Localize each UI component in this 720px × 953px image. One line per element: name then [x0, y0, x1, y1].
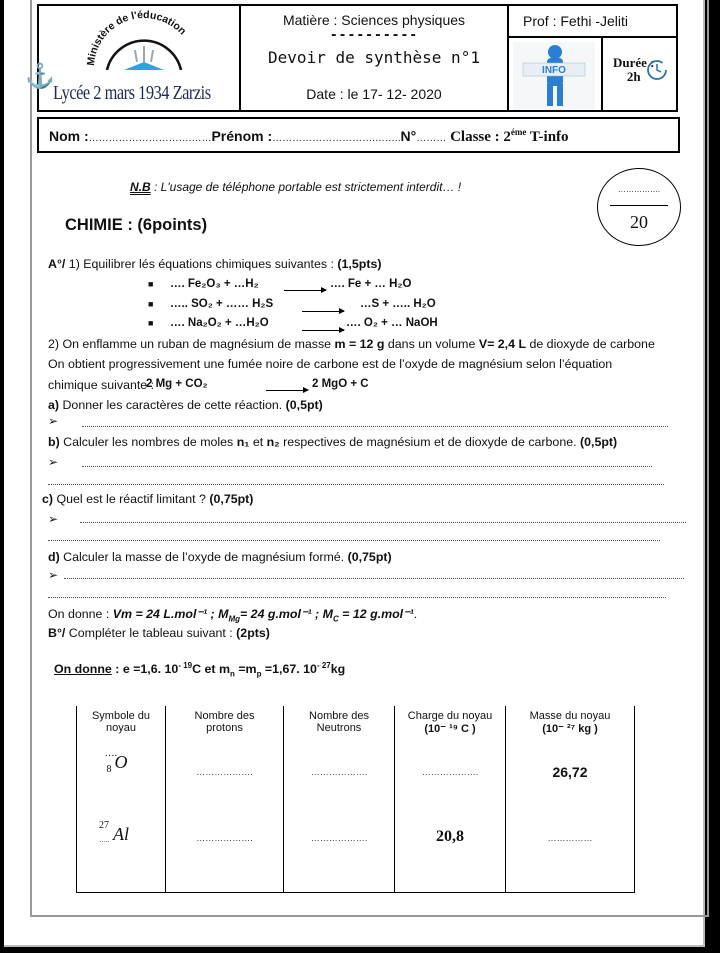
reaction-right: 2 MgO + C: [312, 378, 369, 390]
bullet-icon: ■: [148, 279, 154, 289]
header-symbol: Symbole du noyau: [77, 706, 166, 750]
number-field[interactable]: ………: [416, 133, 447, 144]
arrow-icon: [266, 390, 308, 391]
teacher-box: [507, 4, 678, 38]
ministry-name: Ministère de l'éducation: [84, 10, 189, 67]
duration-value: 2h: [626, 69, 641, 84]
answer-line[interactable]: [80, 522, 686, 523]
subject: Matière : Sciences physiques: [282, 12, 466, 28]
protons-cell[interactable]: ……………….: [166, 750, 284, 818]
score-blank[interactable]: …………….: [617, 185, 661, 194]
answer-line[interactable]: [48, 540, 660, 541]
score-divider: [610, 205, 668, 206]
answer-line[interactable]: [64, 578, 684, 579]
protons-cell[interactable]: ……………….: [166, 818, 284, 893]
question-b: b) Calculer les nombres de moles n₁ et n₂ respectives de magnésium et de dioxyde de carbone. (0,5pt): [48, 435, 618, 449]
header-mass: Masse du noyau (10⁻ ²⁷ kg ): [506, 706, 635, 750]
neutrons-cell[interactable]: ……………….: [284, 750, 395, 818]
equation-2-right: …S + ….. H₂O: [360, 298, 436, 310]
question-a2-line3: chimique suivante :: [48, 378, 155, 392]
score-circle: [597, 168, 681, 246]
mass-cell: 26,72: [506, 750, 635, 818]
info-figure-icon: [513, 42, 595, 110]
teacher-name: Prof : Fethi -Jeliti: [523, 13, 629, 29]
info-duration-box: [507, 36, 678, 112]
question-a2-line2: On obtient progressivement une fumée noire de carbone est de l’oxyde de magnésium selon l’équation: [48, 357, 613, 371]
answer-line[interactable]: [82, 466, 652, 467]
question-b-table: B°/ Compléter le tableau suivant : (2pts): [48, 626, 270, 640]
answer-line[interactable]: [82, 426, 668, 427]
notice-text: : L'usage de téléphone portable est strictement interdit… !: [150, 180, 462, 194]
firstname-field[interactable]: ………………………….……..: [272, 133, 401, 144]
nucleus-table: [76, 706, 635, 893]
ministry-logo-icon: [79, 10, 209, 70]
bullet-icon: ■: [148, 318, 154, 328]
class-label: Classe : $2^{éme}$ T-info: [450, 127, 569, 145]
given-b: On donne : e =1,6. $10^{- 19}C$ et $m_n =m_p =1,67$. $10^{- 27}kg$: [54, 661, 346, 679]
question-a1: A°/ 1) Equilibrer lés équations chimiques suivantes : (1,5pts): [48, 257, 382, 271]
exam-header: [25, 4, 680, 116]
question-a: a) Donner les caractères de cette réaction. (0,5pt): [48, 398, 323, 412]
exam-date: Date : le 17- 12- 2020: [306, 86, 442, 102]
exam-info-box: [239, 4, 509, 112]
answer-marker-icon: ➢: [48, 512, 59, 526]
school-logo-box: [25, 4, 241, 112]
info-divider: [601, 38, 603, 110]
school-name: Lycée 2 mars 1934 Zarzis: [53, 82, 211, 104]
charge-cell: 20,8: [395, 818, 506, 893]
question-d: d) Calculer la masse de l’oxyde de magnésium formé. (0,75pt): [48, 550, 392, 564]
table-row: [77, 750, 635, 818]
student-info-row: [49, 127, 569, 146]
answer-line[interactable]: [48, 484, 664, 485]
bullet-icon: ■: [148, 299, 154, 309]
anchor-icon: ⚓: [25, 63, 55, 90]
nucleus-symbol-aluminium: 27 ….. Al: [99, 820, 129, 844]
header-charge: Charge du noyau (10⁻ ¹⁹ C ): [395, 706, 506, 750]
nucleus-symbol-oxygen: …. 8 O: [104, 748, 128, 775]
info-sign-text: INFO: [542, 65, 566, 76]
notice-label: N.B: [130, 180, 151, 194]
section-title: CHIMIE : (6points): [65, 216, 208, 234]
arrow-icon: [284, 290, 326, 291]
given-constants: On donne : Vm = 24 L.mol⁻¹ ; $M_{Mg}= 24$ g.mol⁻¹ ; $M_C = 12$ g.mol⁻¹.: [48, 607, 418, 624]
table-header-row: [77, 706, 635, 750]
student-info-box: [37, 117, 680, 153]
header-neutrons: Nombre des Neutrons: [284, 706, 395, 750]
question-a2-line1: 2) On enflamme un ruban de magnésium de masse m = 12 g dans un volume V= 2,4 L de dioxyde de carbone: [48, 337, 655, 351]
header-protons: Nombre des protons: [166, 706, 284, 750]
symbol-cell: [77, 750, 166, 818]
mass-cell[interactable]: ……………: [506, 818, 635, 893]
answer-marker-icon: ➢: [48, 568, 59, 582]
arrow-icon: [302, 311, 344, 312]
equation-1-right: …. Fe + … H₂O: [330, 278, 412, 290]
clock-icon: [645, 58, 669, 82]
answer-marker-icon: ➢: [48, 455, 59, 469]
neutrons-cell[interactable]: ……………….: [284, 818, 395, 893]
duration-label: Durée :: [613, 55, 655, 70]
answer-marker-icon: ➢: [48, 414, 59, 428]
equation-1-left: …. Fe₂O₃ + …H₂: [170, 278, 259, 290]
firstname-label: Prénom :: [211, 128, 273, 144]
equation-2-left: ….. SO₂ + …… H₂S: [170, 298, 274, 310]
notice: [130, 180, 461, 194]
symbol-cell: [77, 818, 166, 893]
reaction-left: 2 Mg + CO₂: [146, 378, 208, 390]
table-row: [77, 818, 635, 893]
arrow-icon: [302, 330, 344, 331]
question-c: c) Quel est le réactif limitant ? (0,75pt): [42, 492, 254, 506]
equation-3-left: …. Na₂O₂ + …H₂O: [170, 317, 269, 329]
score-total: 20: [630, 212, 648, 232]
separator: ----------: [329, 28, 419, 43]
answer-line[interactable]: [48, 597, 666, 598]
equation-3-right: …. O₂ + … NaOH: [346, 317, 438, 329]
name-label: Nom :: [49, 128, 89, 144]
name-field[interactable]: ………………………….……: [88, 133, 212, 144]
number-label: N°: [400, 128, 417, 144]
charge-cell[interactable]: ……………….: [395, 750, 506, 818]
exam-title: Devoir de synthèse n°1: [268, 48, 480, 67]
